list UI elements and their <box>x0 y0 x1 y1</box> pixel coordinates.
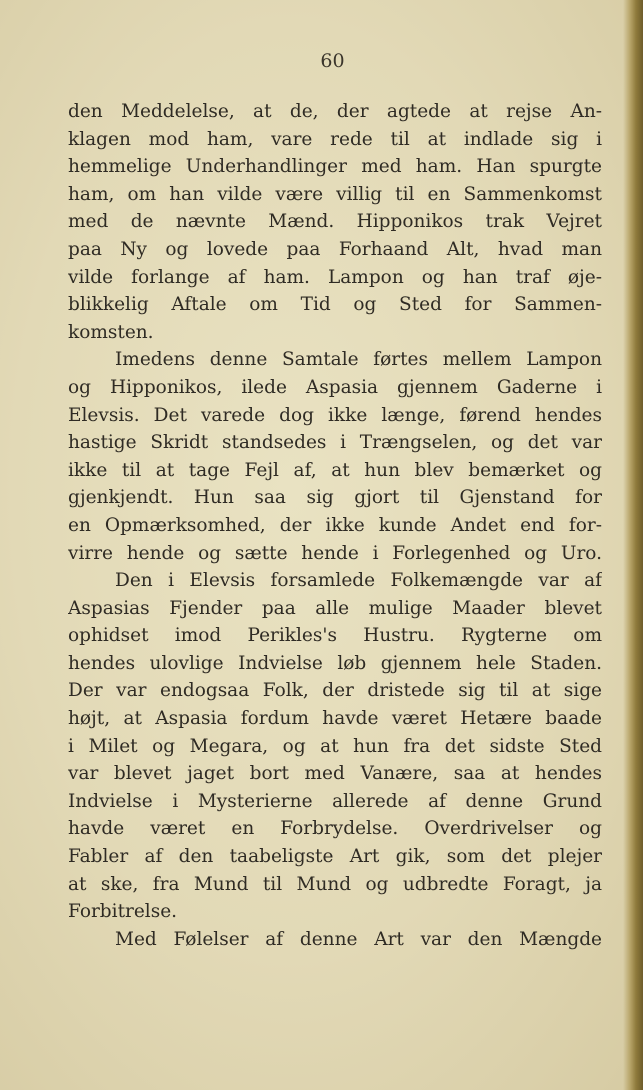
text-line: gjenkjendt. Hun saa sig gjort til Gjenstand for <box>68 487 602 509</box>
text-line: Fabler af den taabeligste Art gik, som det plejer <box>68 846 602 868</box>
text-line: havde været en Forbrydelse. Overdrivelser og <box>68 818 602 840</box>
text-line: komsten. <box>68 321 154 343</box>
text-line: Aspasias Fjender paa alle mulige Maader blevet <box>68 597 602 619</box>
text-line: ikke til at tage Fejl af, at hun blev bemærket og <box>68 459 602 481</box>
body-text <box>68 98 602 953</box>
text-line: Elevsis. Det varede dog ikke længe, førend hendes <box>68 404 602 426</box>
text-line: vilde forlange af ham. Lampon og han traf øje- <box>68 266 602 288</box>
text-line: den Meddelelse, at de, der agtede at rejse An- <box>68 101 602 122</box>
text-line: med de nævnte Mænd. Hipponikos trak Vejret <box>68 211 602 233</box>
page-number: 60 <box>320 50 345 72</box>
text-line: i Milet og Megara, og at hun fra det sidste Sted <box>68 735 602 757</box>
text-line: blikkelig Aftale om Tid og Sted for Sammen- <box>68 294 602 316</box>
page-edge <box>623 0 643 1090</box>
text-line: højt, at Aspasia fordum havde været Hetære baade <box>68 708 602 730</box>
text-line: en Opmærksomhed, der ikke kunde Andet end for- <box>68 514 602 536</box>
text-line: virre hende og sætte hende i Forlegenhed og Uro. <box>68 542 602 564</box>
paragraph-start-line: Imedens denne Samtale førtes mellem Lampon <box>115 349 602 371</box>
text-line: ham, om han vilde være villig til en Sammenkomst <box>68 183 602 205</box>
paragraph-start-line: Den i Elevsis forsamlede Folkemængde var af <box>115 570 602 592</box>
text-line: Indvielse i Mysterierne allerede af denne Grund <box>68 790 602 812</box>
paragraph-start-line: Med Følelser af denne Art var den Mængde <box>115 928 602 950</box>
text-line: klagen mod ham, vare rede til at indlade sig i <box>68 128 602 150</box>
text-line: ophidset imod Perikles's Hustru. Rygterne om <box>68 625 602 647</box>
text-line: var blevet jaget bort med Vanære, saa at hendes <box>68 763 602 785</box>
text-line: paa Ny og lovede paa Forhaand Alt, hvad man <box>68 238 602 260</box>
text-line: Der var endogsaa Folk, der dristede sig til at sige <box>68 680 602 702</box>
text-line: at ske, fra Mund til Mund og udbredte Foragt, ja <box>68 873 602 895</box>
text-line: Forbitrelse. <box>68 901 178 923</box>
text-line: hemmelige Underhandlinger med ham. Han spurgte <box>68 156 602 178</box>
text-line: hastige Skridt standsedes i Trængselen, og det var <box>68 432 602 454</box>
text-line: hendes ulovlige Indvielse løb gjennem hele Staden. <box>68 652 602 674</box>
text-line: og Hipponikos, ilede Aspasia gjennem Gaderne i <box>68 376 602 398</box>
